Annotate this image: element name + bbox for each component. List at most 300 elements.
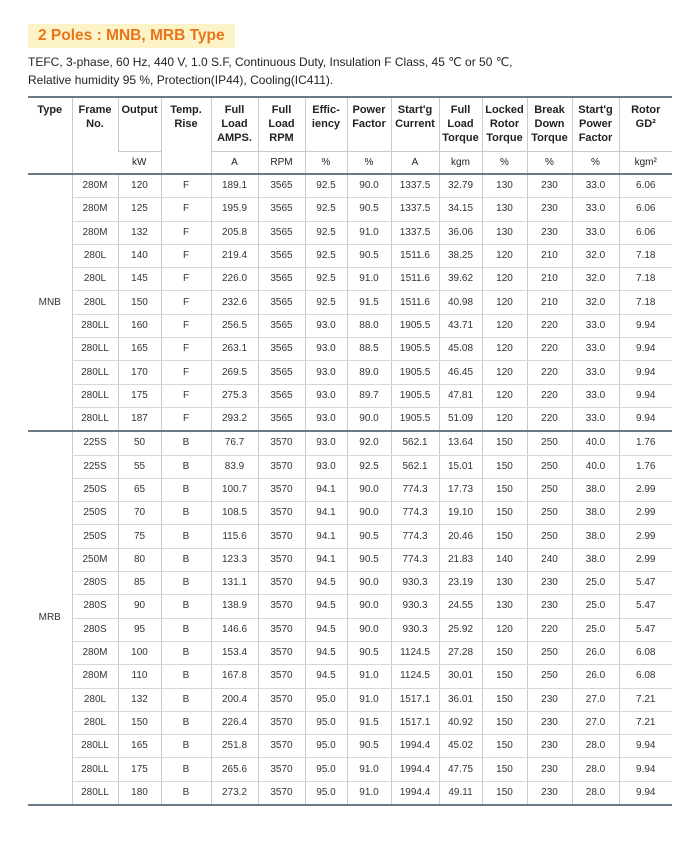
full-load-amps-cell: 219.4 bbox=[211, 244, 258, 267]
rotor-gd2-cell: 2.99 bbox=[619, 502, 672, 525]
rotor-gd2-cell: 9.94 bbox=[619, 735, 672, 758]
full-load-amps-cell: 251.8 bbox=[211, 735, 258, 758]
starting-power-factor-cell: 25.0 bbox=[572, 595, 619, 618]
locked-rotor-torque-cell: 120 bbox=[482, 314, 527, 337]
full-load-rpm-cell: 3565 bbox=[258, 407, 305, 431]
temp-rise-cell: B bbox=[161, 688, 211, 711]
full-load-rpm-cell: 3570 bbox=[258, 431, 305, 455]
break-down-torque-cell: 220 bbox=[527, 384, 572, 407]
starting-current-cell: 1337.5 bbox=[391, 221, 439, 244]
break-down-torque-cell: 220 bbox=[527, 618, 572, 641]
efficiency-cell: 94.5 bbox=[305, 641, 347, 664]
full-load-amps-cell: 123.3 bbox=[211, 548, 258, 571]
header-rotor-gd2: Rotor GD² bbox=[619, 97, 672, 152]
break-down-torque-cell: 230 bbox=[527, 221, 572, 244]
starting-power-factor-cell: 26.0 bbox=[572, 641, 619, 664]
break-down-torque-cell: 250 bbox=[527, 641, 572, 664]
frame-no-cell: 280LL bbox=[72, 407, 118, 431]
starting-current-cell: 1517.1 bbox=[391, 711, 439, 734]
table-row bbox=[28, 455, 672, 478]
starting-current-cell: 562.1 bbox=[391, 431, 439, 455]
output-cell: 85 bbox=[118, 572, 161, 595]
output-cell: 75 bbox=[118, 525, 161, 548]
full-load-amps-cell: 189.1 bbox=[211, 174, 258, 198]
starting-power-factor-cell: 32.0 bbox=[572, 291, 619, 314]
table-row bbox=[28, 781, 672, 805]
full-load-torque-cell: 20.46 bbox=[439, 525, 482, 548]
starting-power-factor-cell: 33.0 bbox=[572, 407, 619, 431]
temp-rise-cell: F bbox=[161, 407, 211, 431]
starting-power-factor-cell: 33.0 bbox=[572, 338, 619, 361]
page-title: 2 Poles : MNB, MRB Type bbox=[28, 24, 235, 48]
full-load-amps-cell: 263.1 bbox=[211, 338, 258, 361]
output-cell: 132 bbox=[118, 221, 161, 244]
full-load-rpm-cell: 3570 bbox=[258, 548, 305, 571]
output-cell: 70 bbox=[118, 502, 161, 525]
output-cell: 140 bbox=[118, 244, 161, 267]
locked-rotor-torque-cell: 150 bbox=[482, 455, 527, 478]
power-factor-cell: 92.0 bbox=[347, 431, 391, 455]
temp-rise-cell: F bbox=[161, 361, 211, 384]
rotor-gd2-cell: 9.94 bbox=[619, 338, 672, 361]
full-load-amps-cell: 108.5 bbox=[211, 502, 258, 525]
header-starting-power-factor: Start'g Power Factor bbox=[572, 97, 619, 152]
table-row bbox=[28, 572, 672, 595]
starting-current-cell: 774.3 bbox=[391, 525, 439, 548]
full-load-amps-cell: 131.1 bbox=[211, 572, 258, 595]
type-cell: MRB bbox=[28, 431, 72, 805]
full-load-amps-cell: 226.4 bbox=[211, 711, 258, 734]
header-type: Type bbox=[28, 97, 72, 174]
locked-rotor-torque-cell: 120 bbox=[482, 407, 527, 431]
rotor-gd2-cell: 9.94 bbox=[619, 407, 672, 431]
power-factor-cell: 91.5 bbox=[347, 291, 391, 314]
rotor-gd2-cell: 2.99 bbox=[619, 525, 672, 548]
power-factor-cell: 90.5 bbox=[347, 244, 391, 267]
break-down-torque-cell: 220 bbox=[527, 338, 572, 361]
starting-power-factor-cell: 32.0 bbox=[572, 244, 619, 267]
starting-power-factor-cell: 33.0 bbox=[572, 361, 619, 384]
rotor-gd2-cell: 9.94 bbox=[619, 781, 672, 805]
starting-power-factor-cell: 38.0 bbox=[572, 502, 619, 525]
full-load-rpm-cell: 3565 bbox=[258, 198, 305, 221]
starting-current-cell: 1905.5 bbox=[391, 384, 439, 407]
header-row bbox=[28, 97, 672, 152]
output-cell: 55 bbox=[118, 455, 161, 478]
locked-rotor-torque-cell: 130 bbox=[482, 221, 527, 244]
power-factor-cell: 90.0 bbox=[347, 618, 391, 641]
break-down-torque-cell: 250 bbox=[527, 665, 572, 688]
full-load-torque-cell: 23.19 bbox=[439, 572, 482, 595]
break-down-torque-cell: 220 bbox=[527, 361, 572, 384]
table-row bbox=[28, 384, 672, 407]
break-down-torque-cell: 250 bbox=[527, 502, 572, 525]
full-load-torque-cell: 39.62 bbox=[439, 268, 482, 291]
full-load-torque-cell: 19.10 bbox=[439, 502, 482, 525]
frame-no-cell: 280LL bbox=[72, 338, 118, 361]
full-load-rpm-cell: 3570 bbox=[258, 455, 305, 478]
frame-no-cell: 280M bbox=[72, 665, 118, 688]
efficiency-cell: 94.1 bbox=[305, 548, 347, 571]
full-load-rpm-cell: 3570 bbox=[258, 688, 305, 711]
temp-rise-cell: B bbox=[161, 735, 211, 758]
rotor-gd2-cell: 1.76 bbox=[619, 431, 672, 455]
power-factor-cell: 91.0 bbox=[347, 758, 391, 781]
output-cell: 165 bbox=[118, 735, 161, 758]
power-factor-cell: 90.0 bbox=[347, 572, 391, 595]
starting-current-cell: 1511.6 bbox=[391, 268, 439, 291]
full-load-amps-cell: 269.5 bbox=[211, 361, 258, 384]
starting-current-cell: 1905.5 bbox=[391, 407, 439, 431]
rotor-gd2-cell: 5.47 bbox=[619, 572, 672, 595]
break-down-torque-cell: 240 bbox=[527, 548, 572, 571]
full-load-rpm-cell: 3570 bbox=[258, 641, 305, 664]
frame-no-cell: 225S bbox=[72, 455, 118, 478]
table-row bbox=[28, 618, 672, 641]
temp-rise-cell: F bbox=[161, 338, 211, 361]
full-load-torque-cell: 45.08 bbox=[439, 338, 482, 361]
break-down-torque-cell: 230 bbox=[527, 572, 572, 595]
efficiency-cell: 93.0 bbox=[305, 431, 347, 455]
efficiency-cell: 95.0 bbox=[305, 758, 347, 781]
power-factor-cell: 88.0 bbox=[347, 314, 391, 337]
frame-no-cell: 280LL bbox=[72, 781, 118, 805]
table-row bbox=[28, 595, 672, 618]
starting-current-cell: 1124.5 bbox=[391, 641, 439, 664]
unit-full-load-torque: kgm bbox=[439, 152, 482, 175]
output-cell: 160 bbox=[118, 314, 161, 337]
table-row bbox=[28, 407, 672, 431]
full-load-torque-cell: 43.71 bbox=[439, 314, 482, 337]
frame-no-cell: 280M bbox=[72, 174, 118, 198]
header-break-down-torque: Break Down Torque bbox=[527, 97, 572, 152]
full-load-torque-cell: 13.64 bbox=[439, 431, 482, 455]
starting-power-factor-cell: 28.0 bbox=[572, 735, 619, 758]
rotor-gd2-cell: 6.08 bbox=[619, 665, 672, 688]
full-load-amps-cell: 200.4 bbox=[211, 688, 258, 711]
table-row bbox=[28, 665, 672, 688]
locked-rotor-torque-cell: 150 bbox=[482, 665, 527, 688]
starting-power-factor-cell: 38.0 bbox=[572, 548, 619, 571]
rotor-gd2-cell: 7.18 bbox=[619, 268, 672, 291]
frame-no-cell: 280S bbox=[72, 572, 118, 595]
starting-current-cell: 1517.1 bbox=[391, 688, 439, 711]
starting-power-factor-cell: 28.0 bbox=[572, 781, 619, 805]
full-load-amps-cell: 273.2 bbox=[211, 781, 258, 805]
temp-rise-cell: B bbox=[161, 431, 211, 455]
starting-current-cell: 774.3 bbox=[391, 548, 439, 571]
frame-no-cell: 250S bbox=[72, 478, 118, 501]
rotor-gd2-cell: 5.47 bbox=[619, 595, 672, 618]
full-load-amps-cell: 153.4 bbox=[211, 641, 258, 664]
power-factor-cell: 91.0 bbox=[347, 268, 391, 291]
full-load-rpm-cell: 3565 bbox=[258, 314, 305, 337]
efficiency-cell: 92.5 bbox=[305, 244, 347, 267]
full-load-amps-cell: 146.6 bbox=[211, 618, 258, 641]
locked-rotor-torque-cell: 150 bbox=[482, 735, 527, 758]
full-load-amps-cell: 83.9 bbox=[211, 455, 258, 478]
efficiency-cell: 93.0 bbox=[305, 361, 347, 384]
power-factor-cell: 89.7 bbox=[347, 384, 391, 407]
power-factor-cell: 88.5 bbox=[347, 338, 391, 361]
break-down-torque-cell: 230 bbox=[527, 595, 572, 618]
type-cell: MNB bbox=[28, 174, 72, 431]
full-load-rpm-cell: 3570 bbox=[258, 502, 305, 525]
power-factor-cell: 92.5 bbox=[347, 455, 391, 478]
starting-power-factor-cell: 28.0 bbox=[572, 758, 619, 781]
break-down-torque-cell: 230 bbox=[527, 711, 572, 734]
starting-power-factor-cell: 33.0 bbox=[572, 314, 619, 337]
frame-no-cell: 280S bbox=[72, 618, 118, 641]
output-cell: 120 bbox=[118, 174, 161, 198]
efficiency-cell: 94.1 bbox=[305, 525, 347, 548]
output-cell: 100 bbox=[118, 641, 161, 664]
rotor-gd2-cell: 6.06 bbox=[619, 198, 672, 221]
full-load-torque-cell: 46.45 bbox=[439, 361, 482, 384]
frame-no-cell: 280M bbox=[72, 198, 118, 221]
break-down-torque-cell: 230 bbox=[527, 781, 572, 805]
header-full-load-torque: Full Load Torque bbox=[439, 97, 482, 152]
temp-rise-cell: F bbox=[161, 174, 211, 198]
starting-current-cell: 930.3 bbox=[391, 572, 439, 595]
full-load-rpm-cell: 3570 bbox=[258, 758, 305, 781]
unit-row bbox=[28, 152, 672, 175]
break-down-torque-cell: 220 bbox=[527, 407, 572, 431]
table-row bbox=[28, 735, 672, 758]
frame-no-cell: 280L bbox=[72, 244, 118, 267]
efficiency-cell: 93.0 bbox=[305, 455, 347, 478]
locked-rotor-torque-cell: 120 bbox=[482, 244, 527, 267]
break-down-torque-cell: 250 bbox=[527, 478, 572, 501]
full-load-rpm-cell: 3565 bbox=[258, 244, 305, 267]
full-load-rpm-cell: 3565 bbox=[258, 384, 305, 407]
table-row bbox=[28, 314, 672, 337]
output-cell: 150 bbox=[118, 711, 161, 734]
power-factor-cell: 90.0 bbox=[347, 595, 391, 618]
rotor-gd2-cell: 7.21 bbox=[619, 688, 672, 711]
locked-rotor-torque-cell: 120 bbox=[482, 618, 527, 641]
full-load-amps-cell: 256.5 bbox=[211, 314, 258, 337]
header-locked-rotor-torque: Locked Rotor Torque bbox=[482, 97, 527, 152]
motor-spec-table bbox=[28, 96, 672, 806]
description bbox=[28, 53, 513, 89]
starting-power-factor-cell: 33.0 bbox=[572, 174, 619, 198]
rotor-gd2-cell: 6.06 bbox=[619, 221, 672, 244]
power-factor-cell: 90.5 bbox=[347, 641, 391, 664]
starting-power-factor-cell: 32.0 bbox=[572, 268, 619, 291]
table-row bbox=[28, 268, 672, 291]
starting-current-cell: 930.3 bbox=[391, 595, 439, 618]
break-down-torque-cell: 220 bbox=[527, 314, 572, 337]
table-row bbox=[28, 548, 672, 571]
locked-rotor-torque-cell: 120 bbox=[482, 291, 527, 314]
efficiency-cell: 93.0 bbox=[305, 407, 347, 431]
rotor-gd2-cell: 7.18 bbox=[619, 244, 672, 267]
output-cell: 180 bbox=[118, 781, 161, 805]
frame-no-cell: 250S bbox=[72, 502, 118, 525]
locked-rotor-torque-cell: 150 bbox=[482, 478, 527, 501]
locked-rotor-torque-cell: 150 bbox=[482, 525, 527, 548]
temp-rise-cell: B bbox=[161, 595, 211, 618]
table-row bbox=[28, 758, 672, 781]
power-factor-cell: 91.5 bbox=[347, 711, 391, 734]
break-down-torque-cell: 250 bbox=[527, 525, 572, 548]
power-factor-cell: 90.0 bbox=[347, 407, 391, 431]
table-row bbox=[28, 221, 672, 244]
power-factor-cell: 90.5 bbox=[347, 525, 391, 548]
temp-rise-cell: B bbox=[161, 502, 211, 525]
rotor-gd2-cell: 9.94 bbox=[619, 758, 672, 781]
full-load-amps-cell: 76.7 bbox=[211, 431, 258, 455]
temp-rise-cell: B bbox=[161, 781, 211, 805]
locked-rotor-torque-cell: 120 bbox=[482, 268, 527, 291]
frame-no-cell: 280LL bbox=[72, 314, 118, 337]
output-cell: 110 bbox=[118, 665, 161, 688]
full-load-rpm-cell: 3565 bbox=[258, 174, 305, 198]
power-factor-cell: 91.0 bbox=[347, 221, 391, 244]
full-load-rpm-cell: 3570 bbox=[258, 572, 305, 595]
full-load-torque-cell: 34.15 bbox=[439, 198, 482, 221]
power-factor-cell: 90.5 bbox=[347, 198, 391, 221]
full-load-rpm-cell: 3570 bbox=[258, 618, 305, 641]
starting-power-factor-cell: 27.0 bbox=[572, 711, 619, 734]
frame-no-cell: 280LL bbox=[72, 384, 118, 407]
temp-rise-cell: B bbox=[161, 478, 211, 501]
locked-rotor-torque-cell: 150 bbox=[482, 758, 527, 781]
table-row bbox=[28, 338, 672, 361]
efficiency-cell: 95.0 bbox=[305, 711, 347, 734]
break-down-torque-cell: 230 bbox=[527, 688, 572, 711]
output-cell: 150 bbox=[118, 291, 161, 314]
starting-current-cell: 930.3 bbox=[391, 618, 439, 641]
table-row bbox=[28, 641, 672, 664]
break-down-torque-cell: 250 bbox=[527, 431, 572, 455]
starting-current-cell: 1337.5 bbox=[391, 198, 439, 221]
power-factor-cell: 90.5 bbox=[347, 548, 391, 571]
full-load-torque-cell: 45.02 bbox=[439, 735, 482, 758]
frame-no-cell: 250S bbox=[72, 525, 118, 548]
temp-rise-cell: B bbox=[161, 455, 211, 478]
efficiency-cell: 92.5 bbox=[305, 174, 347, 198]
table-row bbox=[28, 174, 672, 198]
starting-current-cell: 1994.4 bbox=[391, 781, 439, 805]
frame-no-cell: 280L bbox=[72, 711, 118, 734]
locked-rotor-torque-cell: 130 bbox=[482, 174, 527, 198]
output-cell: 80 bbox=[118, 548, 161, 571]
starting-current-cell: 1511.6 bbox=[391, 291, 439, 314]
temp-rise-cell: F bbox=[161, 291, 211, 314]
starting-power-factor-cell: 40.0 bbox=[572, 431, 619, 455]
output-cell: 175 bbox=[118, 384, 161, 407]
temp-rise-cell: F bbox=[161, 198, 211, 221]
full-load-rpm-cell: 3570 bbox=[258, 525, 305, 548]
frame-no-cell: 280LL bbox=[72, 758, 118, 781]
efficiency-cell: 95.0 bbox=[305, 688, 347, 711]
frame-no-cell: 280L bbox=[72, 688, 118, 711]
starting-current-cell: 1994.4 bbox=[391, 758, 439, 781]
header-frame: Frame No. bbox=[72, 97, 118, 174]
starting-current-cell: 1994.4 bbox=[391, 735, 439, 758]
full-load-amps-cell: 293.2 bbox=[211, 407, 258, 431]
starting-power-factor-cell: 33.0 bbox=[572, 221, 619, 244]
rotor-gd2-cell: 2.99 bbox=[619, 548, 672, 571]
efficiency-cell: 94.5 bbox=[305, 618, 347, 641]
full-load-torque-cell: 40.98 bbox=[439, 291, 482, 314]
full-load-amps-cell: 167.8 bbox=[211, 665, 258, 688]
power-factor-cell: 91.0 bbox=[347, 665, 391, 688]
unit-starting-power-factor: % bbox=[572, 152, 619, 175]
locked-rotor-torque-cell: 130 bbox=[482, 595, 527, 618]
power-factor-cell: 90.0 bbox=[347, 502, 391, 525]
efficiency-cell: 93.0 bbox=[305, 314, 347, 337]
full-load-rpm-cell: 3565 bbox=[258, 268, 305, 291]
power-factor-cell: 91.0 bbox=[347, 781, 391, 805]
header-power-factor: Power Factor bbox=[347, 97, 391, 152]
header-efficiency: Effic- iency bbox=[305, 97, 347, 152]
rotor-gd2-cell: 9.94 bbox=[619, 384, 672, 407]
break-down-torque-cell: 230 bbox=[527, 758, 572, 781]
power-factor-cell: 90.0 bbox=[347, 478, 391, 501]
description-line-2: Relative humidity 95 %, Protection(IP44), Cooling(IC411). bbox=[28, 73, 334, 87]
unit-starting-current: A bbox=[391, 152, 439, 175]
description-line-1: TEFC, 3-phase, 60 Hz, 440 V, 1.0 S.F, Continuous Duty, Insulation F Class, 45 ℃ or 50 ℃, bbox=[28, 55, 513, 69]
starting-current-cell: 562.1 bbox=[391, 455, 439, 478]
full-load-torque-cell: 51.09 bbox=[439, 407, 482, 431]
starting-current-cell: 1905.5 bbox=[391, 314, 439, 337]
full-load-amps-cell: 138.9 bbox=[211, 595, 258, 618]
locked-rotor-torque-cell: 150 bbox=[482, 502, 527, 525]
starting-current-cell: 1337.5 bbox=[391, 174, 439, 198]
rotor-gd2-cell: 9.94 bbox=[619, 361, 672, 384]
table-body bbox=[28, 174, 672, 805]
efficiency-cell: 94.5 bbox=[305, 595, 347, 618]
full-load-rpm-cell: 3570 bbox=[258, 665, 305, 688]
full-load-torque-cell: 38.25 bbox=[439, 244, 482, 267]
starting-power-factor-cell: 38.0 bbox=[572, 525, 619, 548]
rotor-gd2-cell: 5.47 bbox=[619, 618, 672, 641]
starting-current-cell: 774.3 bbox=[391, 502, 439, 525]
starting-current-cell: 1905.5 bbox=[391, 361, 439, 384]
full-load-torque-cell: 25.92 bbox=[439, 618, 482, 641]
power-factor-cell: 90.5 bbox=[347, 735, 391, 758]
full-load-amps-cell: 226.0 bbox=[211, 268, 258, 291]
full-load-rpm-cell: 3565 bbox=[258, 291, 305, 314]
full-load-amps-cell: 205.8 bbox=[211, 221, 258, 244]
efficiency-cell: 93.0 bbox=[305, 338, 347, 361]
full-load-torque-cell: 15.01 bbox=[439, 455, 482, 478]
starting-power-factor-cell: 27.0 bbox=[572, 688, 619, 711]
full-load-torque-cell: 36.06 bbox=[439, 221, 482, 244]
efficiency-cell: 92.5 bbox=[305, 221, 347, 244]
power-factor-cell: 91.0 bbox=[347, 688, 391, 711]
temp-rise-cell: B bbox=[161, 618, 211, 641]
rotor-gd2-cell: 2.99 bbox=[619, 478, 672, 501]
frame-no-cell: 280S bbox=[72, 595, 118, 618]
table-row bbox=[28, 244, 672, 267]
power-factor-cell: 90.0 bbox=[347, 174, 391, 198]
starting-power-factor-cell: 25.0 bbox=[572, 618, 619, 641]
output-cell: 90 bbox=[118, 595, 161, 618]
full-load-torque-cell: 47.81 bbox=[439, 384, 482, 407]
full-load-torque-cell: 21.83 bbox=[439, 548, 482, 571]
temp-rise-cell: F bbox=[161, 314, 211, 337]
full-load-torque-cell: 17.73 bbox=[439, 478, 482, 501]
temp-rise-cell: B bbox=[161, 572, 211, 595]
efficiency-cell: 94.1 bbox=[305, 502, 347, 525]
starting-power-factor-cell: 33.0 bbox=[572, 198, 619, 221]
rotor-gd2-cell: 9.94 bbox=[619, 314, 672, 337]
output-cell: 95 bbox=[118, 618, 161, 641]
